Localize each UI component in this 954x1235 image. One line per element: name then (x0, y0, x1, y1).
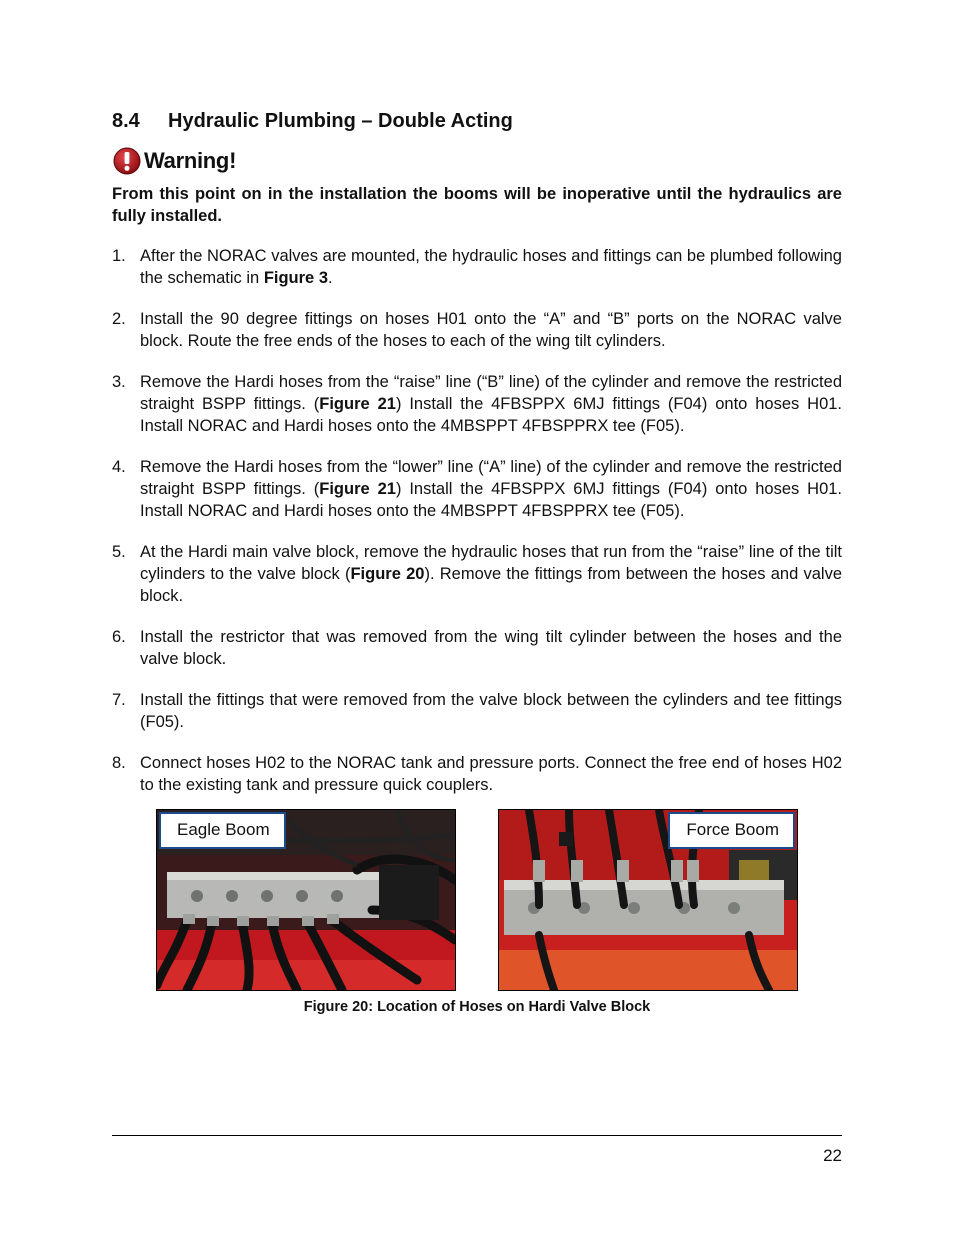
step-text (140, 752, 842, 796)
step-text-segment: Remove the Hardi hoses from the “lower” line (“A” line) of the cylinder and remove the restricted straight BSPP fittings. ( (140, 458, 842, 498)
force-boom-label: Force Boom (668, 812, 795, 849)
step-item (112, 308, 842, 352)
step-text (140, 371, 842, 437)
step-number: 8. (112, 754, 126, 772)
warning-header (113, 147, 236, 175)
step-text-segment: ) Install the 4FBSPPX 6MJ fittings (F04) onto hoses H01. Install NORAC and Hardi hoses onto the 4MBSPPT 4FBSPPRX tee (F05). (140, 480, 843, 520)
step-item (112, 689, 842, 733)
step-text-segment: ). Remove the fittings from between the hoses and valve block. (140, 565, 842, 605)
footer-rule (112, 1135, 842, 1136)
step-text-segment: ) Install the 4FBSPPX 6MJ fittings (F04) onto hoses H01. Install NORAC and Hardi hoses onto the 4MBSPPT 4FBSPPRX tee (F05). (140, 395, 843, 435)
step-number: 1. (112, 247, 126, 265)
step-text (140, 541, 842, 607)
figure-reference: Figure 21 (319, 480, 396, 498)
step-text-segment: After the NORAC valves are mounted, the hydraulic hoses and fittings can be plumbed following the schematic in (140, 247, 842, 287)
step-number: 3. (112, 373, 126, 391)
eagle-boom-photo (156, 809, 456, 991)
figure-reference: Figure 20 (350, 565, 425, 583)
step-text-segment: Remove the Hardi hoses from the “raise” line (“B” line) of the cylinder and remove the restricted straight BSPP fittings. ( (140, 373, 842, 413)
figure-caption: Figure 20: Location of Hoses on Hardi Valve Block (303, 999, 651, 1015)
step-number: 4. (112, 458, 126, 476)
step-item (112, 245, 842, 289)
step-text (140, 689, 842, 733)
step-text-segment: Connect hoses H02 to the NORAC tank and pressure ports. Connect the free end of hoses H02 to the existing tank and pressure quick couplers. (140, 754, 842, 794)
step-text-segment: . (328, 269, 333, 287)
step-item (112, 541, 842, 607)
step-text (140, 626, 842, 670)
warning-text: From this point on in the installation the booms will be inoperative until the hydraulics are fully installed. (112, 185, 842, 225)
step-text (140, 308, 842, 352)
section-title: Hydraulic Plumbing – Double Acting (168, 110, 513, 132)
step-item (112, 626, 842, 670)
step-text-segment: Install the 90 degree fittings on hoses H01 onto the “A” and “B” ports on the NORAC valve block. Route the free ends of the hoses to each of the wing tilt cylinders. (140, 310, 842, 350)
warning-label: Warning! (144, 148, 237, 173)
step-text (140, 245, 842, 289)
step-item (112, 456, 842, 522)
step-text-segment: Install the restrictor that was removed from the wing tilt cylinder between the hoses and the valve block. (140, 628, 842, 668)
force-boom-photo (498, 809, 798, 991)
step-number: 2. (112, 310, 126, 328)
step-item (112, 371, 842, 437)
eagle-boom-label: Eagle Boom (159, 812, 286, 849)
warning-exclamation-icon (113, 147, 141, 175)
figure-reference: Figure 3 (263, 269, 328, 287)
step-item (112, 752, 842, 796)
step-text (140, 456, 842, 522)
step-number: 7. (112, 691, 126, 709)
step-text-segment: At the Hardi main valve block, remove the hydraulic hoses that run from the “raise” line of the tilt cylinders to the valve block ( (140, 543, 842, 583)
step-number: 6. (112, 628, 126, 646)
page-number: 22 (823, 1146, 842, 1165)
step-text-segment: Install the fittings that were removed from the valve block between the cylinders and tee fittings (F05). (140, 691, 842, 731)
figure-reference: Figure 21 (319, 395, 396, 413)
section-number: 8.4 (112, 110, 140, 132)
step-number: 5. (112, 543, 126, 561)
instruction-steps (112, 245, 842, 815)
section-heading (112, 110, 513, 133)
